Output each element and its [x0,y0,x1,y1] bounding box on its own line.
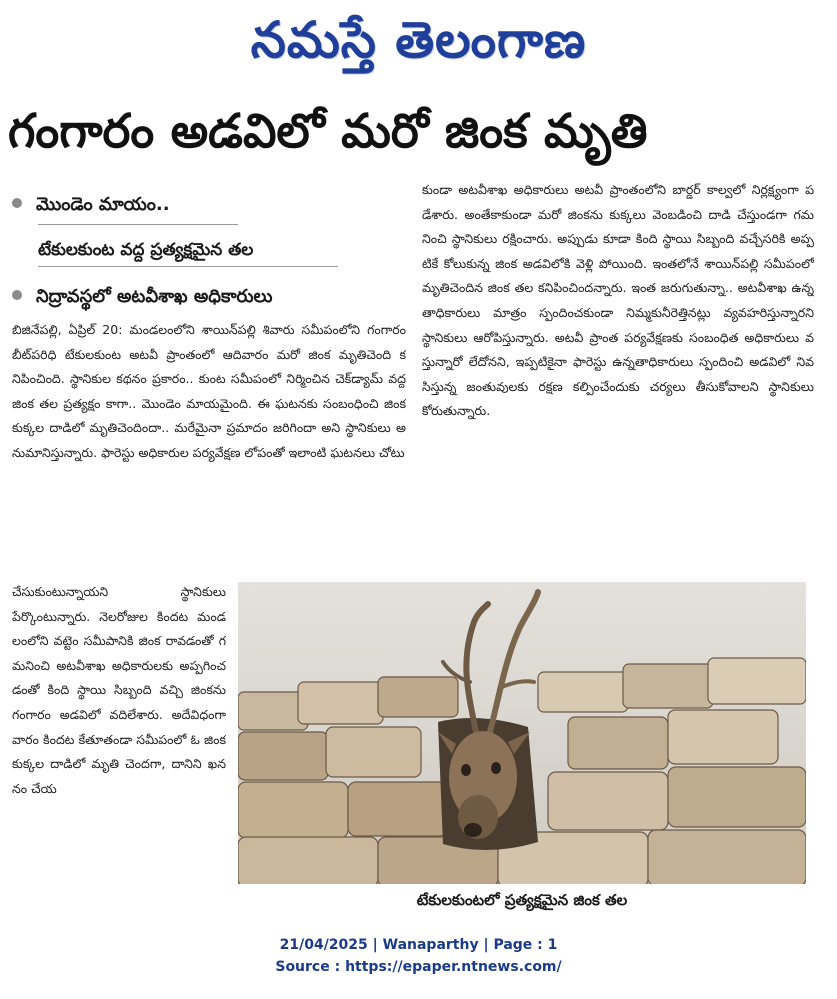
deer-head-photo [238,582,806,884]
photo-caption: టేకులకుంటలో ప్రత్యక్షమైన జింక తల [416,891,628,909]
masthead-title: నమస్తే తెలంగాణ [250,11,587,69]
kicker-divider [38,266,338,267]
kicker-3-text: నిద్రావస్థలో అటవీశాఖ అధికారులు [36,286,273,307]
kicker-3 [12,284,272,310]
headline: గంగారం అడవిలో మరో జింక మృతి [8,104,648,159]
article-left-column: బిజినేపల్లి, ఏప్రిల్ 20: మండలంలోని శాయిన్‌పల్లి శివారు సమీపంలోని గంగారం బీట్‌పరిధి టేకులకుంట అటవీ ప్రాంతంలో ఆదివారం మరో జింక మృతిచెంది కనిపించింది. స్థానికుల కథనం ప్రకారం.. కుంట సమీపంలో నిర్మించిన చెక్‌డ్యామ్ వద్ద జింక తల ప్రత్యక్షం కాగా.. మొండెం మాయమైంది. ఈ ఘటనకు సంబంధించి జింక కుక్కల దాడిలో మృతిచెందిందా.. మరేమైనా ప్రమాదం జరిగిందా అని స్థానికులు అనుమానిస్తున్నారు. ఫారెస్టు అధికారుల పర్యవేక్షణ లోపంతో ఇలాంటి ఘటనలు చోటు [12,322,406,460]
article-left-narrow-column: చేసుకుంటున్నాయని స్థానికులు పేర్కొంటున్నారు. నెలరోజుల కిందట మండలంలోని వట్టెం సమీపానికి జింక రావడంతో గమనించి అటవీశాఖ అధికారులకు అప్పగించడంతో కింది స్థాయి సిబ్బంది వచ్చి జింకను గంగారం అడవిలో వదిలేశారు. అదేవిధంగా వారం కిందట కేతూతండా సమీపంలో ఓ జింక కుక్కల దాడిలో మృతి చెందగా, దానిని ఖననం చేయ [12,584,226,796]
bullet-icon [12,290,22,300]
footer-source-link[interactable]: Source : https://epaper.ntnews.com/ [275,959,562,975]
article-right-column: కుండా అటవీశాఖ అధికారులు అటవీ ప్రాంతంలోని బార్డర్ కాల్వలో నిర్లక్ష్యంగా పడేశారు. అంతేకాకుండా మరో జింకను కుక్కలు వెంబడించి దాడి చేస్తుండగా గమనించి స్థానికులు రక్షించారు. అప్పుడు కూడా కింది స్థాయి సిబ్బంది వచ్చేసరికి అప్పటికే కోలుకున్న జింక అడవిలోకి వెళ్లి పోయింది. ఇంతలోనే శాయిన్‌పల్లి సమీపంలో మృతిచెందిన జింక తల కనిపించిందన్నారు. ఇంత జరుగుతున్నా.. అటవీశాఖ ఉన్నతాధికారులు మాత్రం స్పందించకుండా నిమ్మకునీరెత్తినట్లు వ్యవహరిస్తున్నారని స్థానికులు ఆరోపిస్తున్నారు. అటవీ ప్రాంత పర్యవేక్షణకు సంబంధిత అధికారులు వస్తున్నారో లేదోనని, ఇప్పటికైనా ఫారెస్టు ఉన్నతాధికారులు స్పందించి అడవిలో నివసిస్తున్న జంతువులకు రక్షణ కల్పించేందుకు చర్యలు తీసుకోవాలని స్థానికులు కోరుతున్నారు. [422,182,814,419]
bullet-icon [12,198,22,208]
kicker-2: టేకులకుంట వద్ద ప్రత్యక్షమైన తల [38,240,254,260]
kicker-1-text: మొండెం మాయం.. [36,194,170,215]
deer-head-illustration [238,582,806,884]
kicker-1 [12,192,170,218]
footer-date-edition: 21/04/2025 | Wanaparthy | Page : 1 [279,937,558,953]
kicker-divider [38,224,238,225]
